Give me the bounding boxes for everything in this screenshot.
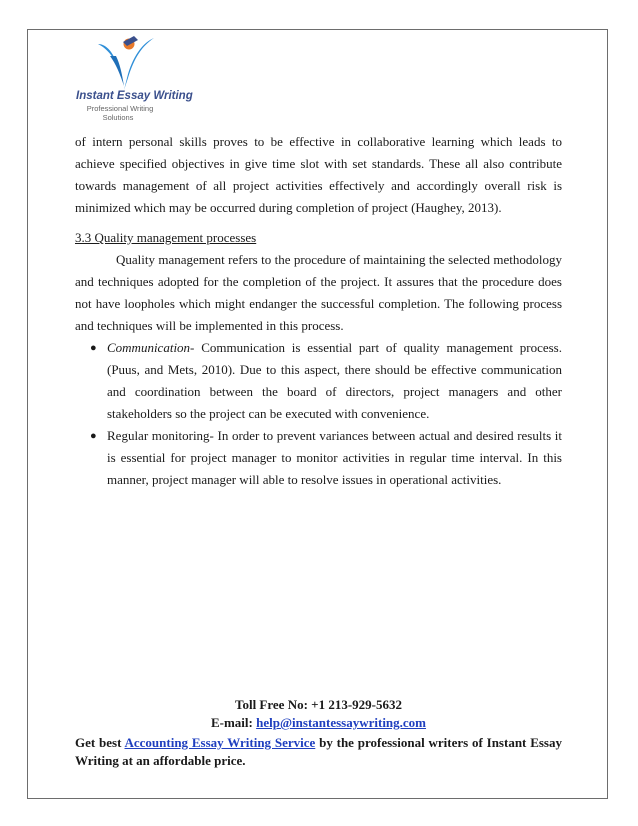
promo-before: Get best — [75, 735, 125, 750]
logo-figure-icon — [94, 34, 156, 92]
logo-brand-text: Instant Essay Writing — [76, 90, 193, 102]
email-line — [75, 714, 562, 732]
page-footer — [75, 696, 562, 770]
logo-tagline-1: Professional Writing — [86, 104, 154, 113]
promo-after: by the professional writers of Instant Essay Writing at an affordable price. — [75, 735, 562, 768]
promo-text — [75, 734, 562, 770]
list-item-monitoring — [90, 425, 562, 491]
bullet-icon: ● — [90, 430, 97, 442]
document-body — [75, 131, 562, 491]
bullet-icon: ● — [90, 342, 97, 354]
section-heading: 3.3 Quality management processes — [75, 230, 257, 245]
monitoring-text: Regular monitoring- In order to prevent variances between actual and desired results it is essential for project manager to monitor activities in regular time interval. In this manner, project manager will able to resolve issues in operational activities. — [107, 428, 562, 487]
list-item-communication — [90, 337, 562, 425]
logo-tagline-2: Solutions — [102, 113, 134, 122]
quality-paragraph: Quality management refers to the procedure of maintaining the selected methodology and techniques adopted for the completion of the project. It assures that the procedure does not have loopholes which might endanger the successful completion. The following process and techniques will be implemented in this process. — [75, 252, 562, 333]
toll-free-number: Toll Free No: +1 213-929-5632 — [234, 697, 402, 712]
communication-lead: Communication- — [107, 340, 195, 355]
communication-text: Communication is essential part of quality management process. (Puus, and Mets, 2010). Due to this aspect, there should be effective communication and coordination between the board of directors, project managers and other stakeholders so the project can be executed with convenience. — [107, 340, 562, 421]
service-link[interactable]: Accounting Essay Writing Service — [124, 735, 316, 750]
email-link[interactable]: help@instantessaywriting.com — [256, 715, 427, 730]
intro-paragraph: of intern personal skills proves to be effective in collaborative learning which leads to achieve specified objectives in give time slot with set standards. These all also contribute towards management of all project activities effectively and accordingly overall risk is minimized which may be occurred during completion of project (Haughey, 2013). — [75, 134, 562, 215]
company-logo — [76, 34, 193, 124]
process-list — [75, 337, 562, 491]
email-label: E-mail: — [210, 715, 257, 730]
